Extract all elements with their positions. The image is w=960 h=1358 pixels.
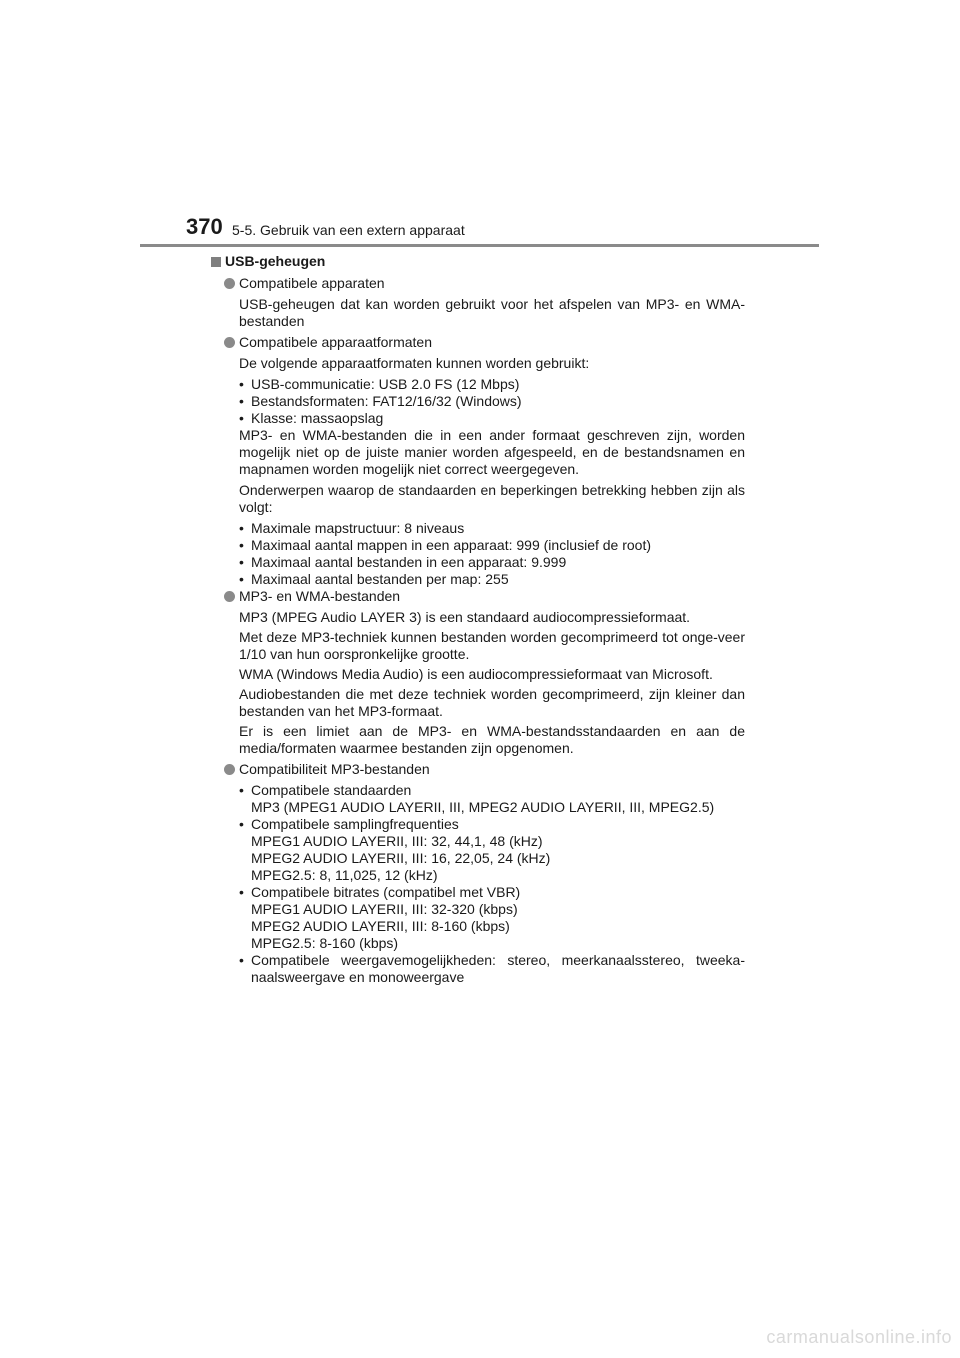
list-item: • USB-communicatie: USB 2.0 FS (12 Mbps) (239, 376, 520, 392)
paragraph: Onderwerpen waarop de standaarden en beperkingen betrekking hebben zijn als volgt: (239, 482, 745, 515)
list-item-detail: MPEG1 AUDIO LAYERII, III: 32, 44,1, 48 (kHz) (251, 833, 543, 849)
bullet-mp3-compatibility (224, 761, 745, 778)
bullet-compatible-devices (224, 275, 745, 292)
list-item: • Maximaal aantal mappen in een apparaat: 999 (inclusief de root) (239, 537, 652, 553)
bullet-title: MP3- en WMA-bestanden (239, 588, 401, 604)
paragraph: MP3- en WMA-bestanden die in een ander formaat geschreven zijn, worden mogelijk niet op de juiste manier worden afgespeeld, en de bestandsnamen en mapnamen worden mogelijk niet correct weergegeven. (239, 427, 745, 477)
paragraph: De volgende apparaatformaten kunnen worden gebruikt: (239, 355, 590, 371)
header-divider (140, 244, 819, 247)
bullet-device-formats (224, 334, 745, 351)
format-list (239, 376, 745, 427)
bullet-mp3-wma-files (224, 588, 745, 605)
list-item: • Maximaal aantal bestanden per map: 255 (239, 571, 509, 587)
list-item-detail: MPEG2.5: 8, 11,025, 12 (kHz) (251, 867, 438, 883)
paragraph: Er is een limiet aan de MP3- en WMA-bestandsstandaarden en aan de media/formaten waarmee bestanden zijn opgenomen. (239, 723, 745, 756)
square-bullet-icon (211, 257, 221, 267)
paragraph: Met deze MP3-techniek kunnen bestanden worden gecomprimeerd tot onge-veer 1/10 van hun oorspronkelijke grootte. (239, 629, 745, 662)
circle-bullet-icon (224, 591, 235, 602)
paragraph: Audiobestanden die met deze techniek worden gecomprimeerd, zijn kleiner dan bestanden van het MP3-formaat. (239, 686, 745, 719)
paragraph: USB-geheugen dat kan worden gebruikt voor het afspelen van MP3- en WMA-bestanden (239, 296, 745, 329)
list-item: • Compatibele bitrates (compatibel met VBR) (239, 884, 521, 900)
list-item: • Bestandsformaten: FAT12/16/32 (Windows) (239, 393, 522, 409)
list-item-detail: MPEG2 AUDIO LAYERII, III: 8-160 (kbps) (251, 918, 510, 934)
list-item: • Compatibele standaarden (239, 782, 412, 798)
limits-list (239, 520, 745, 588)
heading-text: USB-geheugen (225, 253, 326, 269)
circle-bullet-icon (224, 764, 235, 775)
circle-bullet-icon (224, 337, 235, 348)
paragraph: MP3 (MPEG Audio LAYER 3) is een standaard audiocompressieformaat. (239, 609, 691, 625)
list-item: • Compatibele weergavemogelijkheden: stereo, meerkanaalsstereo, tweeka-naalsweergave en monoweergave (239, 952, 745, 985)
section-title: 5-5. Gebruik van een extern apparaat (232, 222, 465, 238)
list-item: • Compatibele samplingfrequenties (239, 816, 459, 832)
watermark: carmanualsonline.info (766, 1327, 952, 1347)
circle-bullet-icon (224, 278, 235, 289)
list-item-detail: MP3 (MPEG1 AUDIO LAYERII, III, MPEG2 AUDIO LAYERII, III, MPEG2.5) (251, 799, 715, 815)
section-heading (211, 253, 745, 270)
page-content (211, 253, 745, 986)
list-item-detail: MPEG1 AUDIO LAYERII, III: 32-320 (kbps) (251, 901, 518, 917)
list-item-detail: MPEG2 AUDIO LAYERII, III: 16, 22,05, 24 (kHz) (251, 850, 551, 866)
bullet-title: Compatibiliteit MP3-bestanden (239, 761, 430, 777)
compatibility-list (239, 782, 745, 986)
bullet-title: Compatibele apparaten (239, 275, 385, 291)
paragraph: WMA (Windows Media Audio) is een audiocompressieformaat van Microsoft. (239, 666, 713, 682)
list-item-detail: MPEG2.5: 8-160 (kbps) (251, 935, 399, 951)
bullet-title: Compatibele apparaatformaten (239, 334, 433, 350)
list-item: • Maximaal aantal bestanden in een apparaat: 9.999 (239, 554, 567, 570)
page-number: 370 (186, 214, 223, 239)
list-item: • Klasse: massaopslag (239, 410, 384, 426)
list-item: • Maximale mapstructuur: 8 niveaus (239, 520, 465, 536)
